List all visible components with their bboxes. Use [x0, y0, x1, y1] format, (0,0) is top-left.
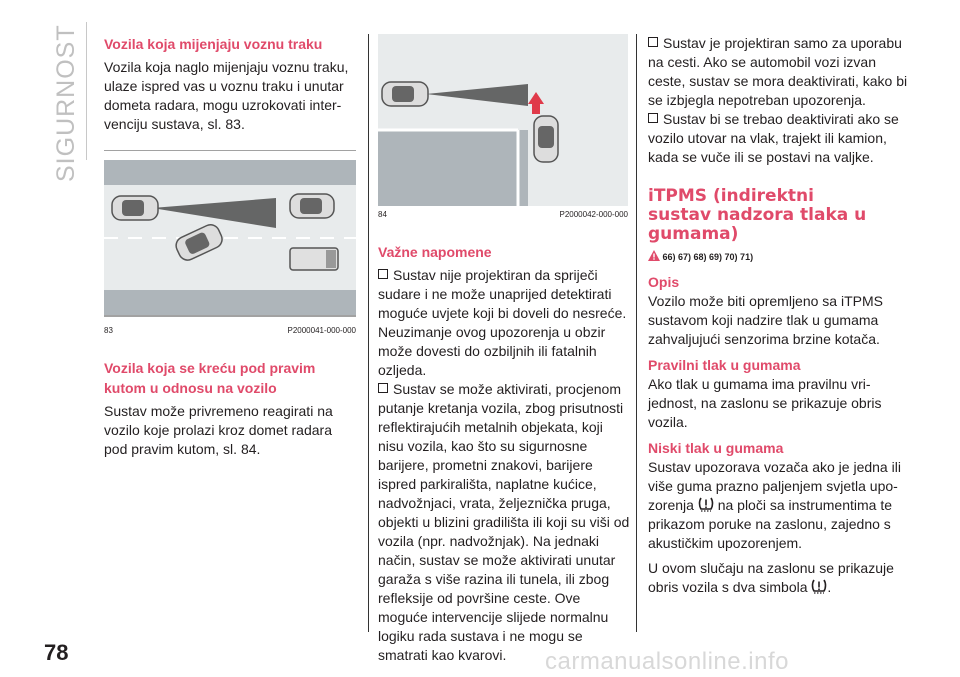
page-number: 78: [44, 640, 69, 665]
checkbox-bullet-icon: [378, 269, 388, 279]
note-4: Sustav bi se trebao deaktivirati ako se vozilo utovar na vlak, trajekt ili kamion, kada se vuče ili se postavi na valjke.: [648, 111, 899, 165]
section-side-title: SIGURNOST: [52, 24, 80, 182]
column-1: [104, 34, 356, 134]
figure-83-number: 83: [104, 326, 113, 335]
checkbox-bullet-icon: [378, 383, 388, 393]
column-2: [378, 242, 630, 665]
car-icon-ahead: [290, 194, 334, 218]
figure-84-code: P2000042-000-000: [559, 210, 628, 219]
tire-pressure-warning-icon: [811, 578, 827, 594]
paragraph-low-pressure: Sustav upozorava vozača ako je jedna ili više guma prazno paljenjem svjetla upo-zorenja na ploči sa instrumentima te prikazom poruke na zaslonu, zajedno s akustičkim upozorenjem.: [648, 459, 901, 551]
car-icon-own: [382, 82, 428, 106]
car-icon-crossing: [534, 116, 558, 162]
checkbox-bullet-icon: [648, 37, 658, 47]
paragraph-display: U ovom slučaju na zaslonu se prikazuje obris vozila s dva simbola .: [648, 560, 894, 595]
warning-triangle-icon: [648, 250, 660, 261]
itpms-title: iTPMS (indirektni sustav nadzora tlaka u gumama): [648, 186, 867, 244]
note-1: Sustav nije projektiran da spriječi sudare i ne može unaprijed detektirati moguće uvjete koji bi doveli do nesreće. Neuzimanje ovog upozorenja u obzir može dovesti do ozbiljnih ili fatalnih ozljeda.: [378, 267, 627, 378]
heading-low-pressure: Niski tlak u gumama: [648, 440, 784, 456]
tire-pressure-warning-icon: [698, 496, 714, 512]
paragraph-lane-change: Vozila koja naglo mijenjaju voznu traku, ulaze ispred vas u voznu traku i unutar dometa radara, mogu uzrokovati inter-venciju sustava, sl. 83.: [104, 59, 349, 132]
heading-important-notes: Važne napomene: [378, 244, 492, 260]
paragraph-perpendicular: Sustav može privremeno reagirati na vozilo koje prolazi kroz domet radara pod pravim kutom, sl. 84.: [104, 403, 333, 457]
lane-change-illustration: [104, 150, 356, 318]
column-3: [648, 34, 910, 597]
paragraph-description: Vozilo može biti opremljeno sa iTPMS sustavom koji nadzire tlak u gumama zahvaljujući senzorima brzine kotača.: [648, 293, 883, 347]
heading-lane-change: Vozila koja mijenjaju voznu traku: [104, 36, 323, 52]
checkbox-bullet-icon: [648, 113, 658, 123]
heading-description: Opis: [648, 274, 680, 290]
figure-83-code: P2000041-000-000: [287, 326, 356, 335]
watermark: carmanualsonline.info: [545, 648, 789, 675]
car-icon-own: [112, 196, 158, 220]
figure-84-number: 84: [378, 210, 387, 219]
figure-83: [104, 150, 356, 335]
column-1-lower: [104, 358, 356, 459]
note-3: Sustav je projektiran samo za uporabu na cesti. Ako se automobil vozi izvan ceste, sustav se mora deaktivirati, kako bi se izbjegla nepotreban upozorenja.: [648, 35, 908, 108]
paragraph-correct-pressure: Ako tlak u gumama ima pravilnu vri-jednost, na zaslonu se prikazuje obris vozila.: [648, 376, 882, 430]
column-divider-1: [368, 34, 369, 632]
heading-correct-pressure: Pravilni tlak u gumama: [648, 357, 801, 373]
warning-references: 66) 67) 68) 69) 70) 71): [648, 250, 910, 262]
note-2: Sustav se može aktivirati, procjenom putanje kretanja vozila, zbog prisutnosti reflektirajućih metalnih objekata, koji nisu vozila, kao što su sigurnosne barijere, prometni znakovi, barijere ispred parkirališta, naplatne kućice, nadvožnjaci, vrata, željeznička pruga, objekti u blizini gradilišta ili koji su viši od vozila (npr. nadvožnjak). Na jednaki način, sustav se može aktivirati unutar garaža s više razina ili tunela, ili zbog refleksije od površine ceste. Ove moguće intervencije slijede normalnu logiku rada sustava i ne mogu se smatrati kao kvarovi.: [378, 381, 630, 663]
heading-perpendicular: Vozila koja se kreću pod pravim kutom u odnosu na vozilo: [104, 360, 316, 396]
truck-icon: [290, 248, 338, 270]
side-divider: [86, 22, 87, 160]
figure-84: [378, 34, 628, 224]
perpendicular-illustration: [378, 34, 628, 206]
column-divider-2: [636, 34, 637, 632]
